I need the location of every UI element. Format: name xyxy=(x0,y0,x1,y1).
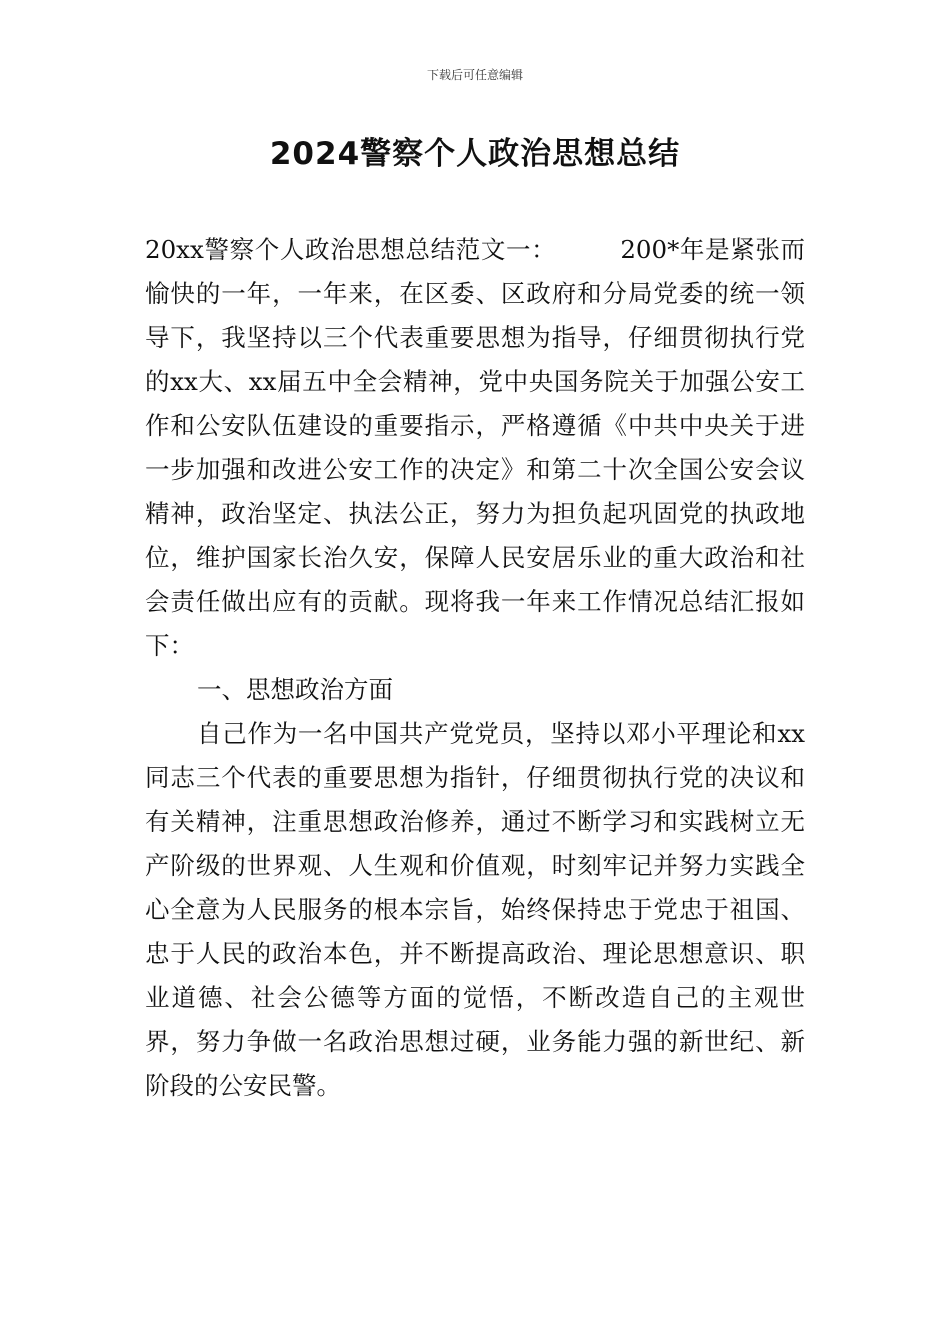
intro-text: 200*年是紧张而愉快的一年，一年来，在区委、区政府和分局党委的统一领导下，我坚持以三个代表重要思想为指导，仔细贯彻执行党的xx大、xx届五中全会精神，党中央国务院关于加强公安工作和公安队伍建设的重要指示，严格遵循《中共中央关于进一步加强和改进公安工作的决定》和第二十次全国公安会议精神，政治坚定、执法公正，努力为担负起巩固党的执政地位，维护国家长治久安，保障人民安居乐业的重大政治和社会责任做出应有的贡献。现将我一年来工作情况总结汇报如下： xyxy=(145,235,805,660)
document-title: 2024警察个人政治思想总结 xyxy=(269,136,681,172)
section-heading-ideology: 一、思想政治方面 xyxy=(197,675,393,704)
intro-label: 20xx警察个人政治思想总结范文一： xyxy=(145,235,557,264)
paragraph-intro xyxy=(145,228,805,668)
document-body xyxy=(145,228,805,1108)
paragraph-ideology: 自己作为一名中国共产党党员，坚持以邓小平理论和xx同志三个代表的重要思想为指针，仔细贯彻执行党的决议和有关精神，注重思想政治修养，通过不断学习和实践树立无产阶级的世界观、人生观和价值观，时刻牢记并努力实践全心全意为人民服务的根本宗旨，始终保持忠于党忠于祖国、忠于人民的政治本色，并不断提高政治、理论思想意识、职业道德、社会公德等方面的觉悟，不断改造自己的主观世界，努力争做一名政治思想过硬，业务能力强的新世纪、新阶段的公安民警。 xyxy=(145,719,805,1100)
header-note: 下载后可任意编辑 xyxy=(426,68,523,82)
